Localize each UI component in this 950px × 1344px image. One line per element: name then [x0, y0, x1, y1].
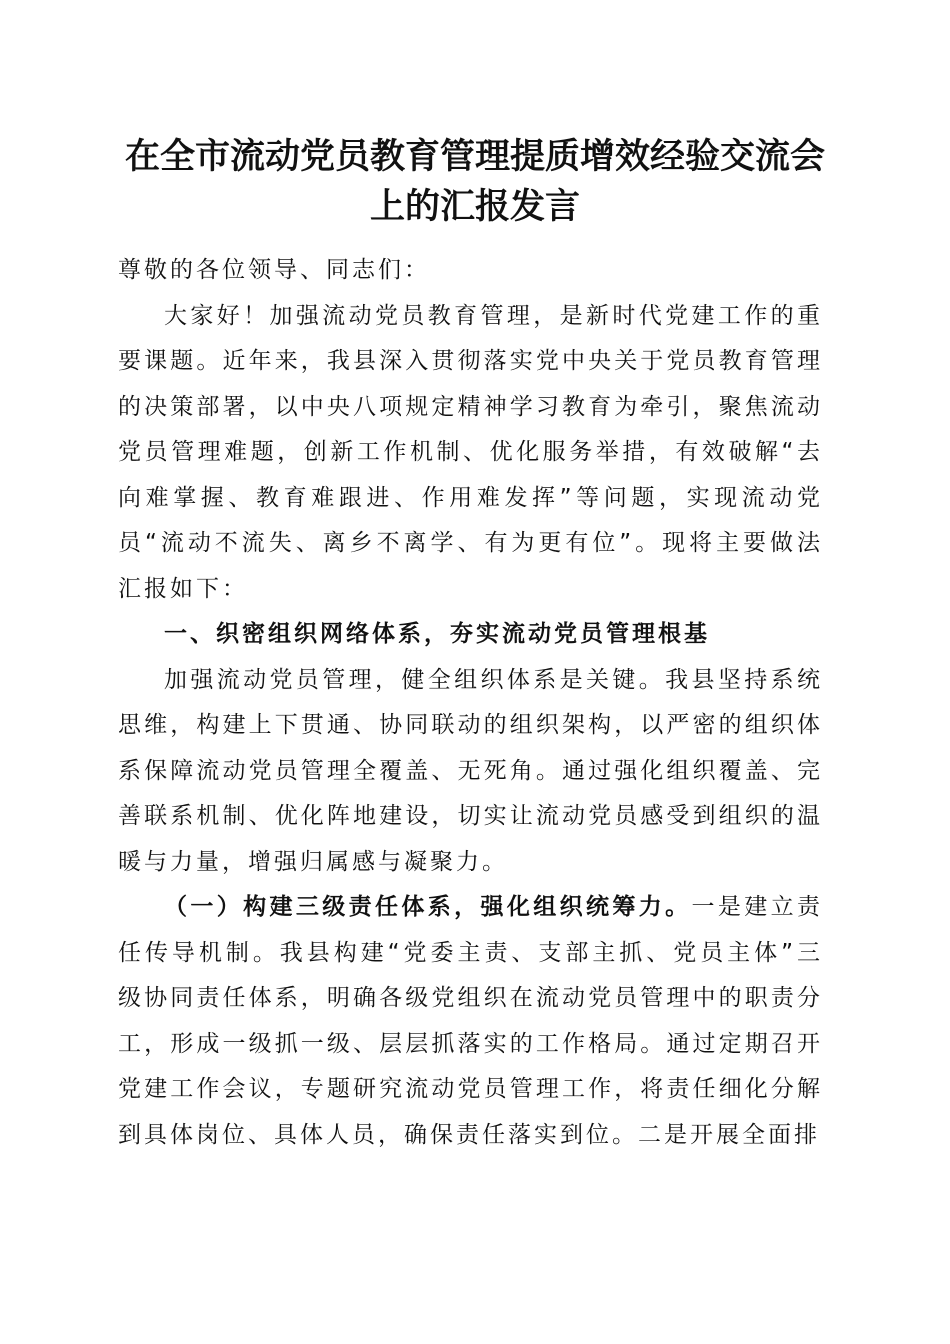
title-line-1: 在全市流动党员教育管理提质增效经验交流会 — [124, 136, 825, 177]
subsection-1-text: 一是建立责任传导机制。我县构建“党委主责、支部主抓、党员主体”三级协同责任体系，明确各级党组织在流动党员管理中的职责分工，形成一级抓一级、层层抓落实的工作格局。通过定期召开党建工作会议，专题研究流动党员管理工作，将责任细化分解到具体岗位、具体人员，确保责任落实到位。二是开展全面排 — [118, 894, 823, 1148]
section-1-paragraph: 加强流动党员管理，健全组织体系是关键。我县坚持系统思维，构建上下贯通、协同联动的组织架构，以严密的组织体系保障流动党员管理全覆盖、无死角。通过强化组织覆盖、完善联系机制、优化阵地建设，切实让流动党员感受到组织的温暖与力量，增强归属感与凝聚力。 — [118, 666, 823, 875]
salutation: 尊敬的各位领导、同志们： — [118, 257, 430, 283]
subsection-1-heading: （一）构建三级责任体系，强化组织统筹力。 — [164, 894, 692, 920]
document-body — [118, 248, 823, 1158]
document-title — [110, 132, 840, 232]
title-line-2: 上的汇报发言 — [369, 186, 580, 227]
intro-paragraph: 大家好！加强流动党员教育管理，是新时代党建工作的重要课题。近年来，我县深入贯彻落实党中央关于党员教育管理的决策部署，以中央八项规定精神学习教育为牵引，聚焦流动党员管理难题，创新工作机制、优化服务举措，有效破解“去向难掌握、教育难跟进、作用难发挥”等问题，实现流动党员“流动不流失、离乡不离学、有为更有位”。现将主要做法汇报如下： — [118, 302, 823, 602]
section-1-heading: 一、织密组织网络体系，夯实流动党员管理根基 — [164, 621, 710, 647]
subsection-1-paragraph — [118, 885, 823, 1158]
